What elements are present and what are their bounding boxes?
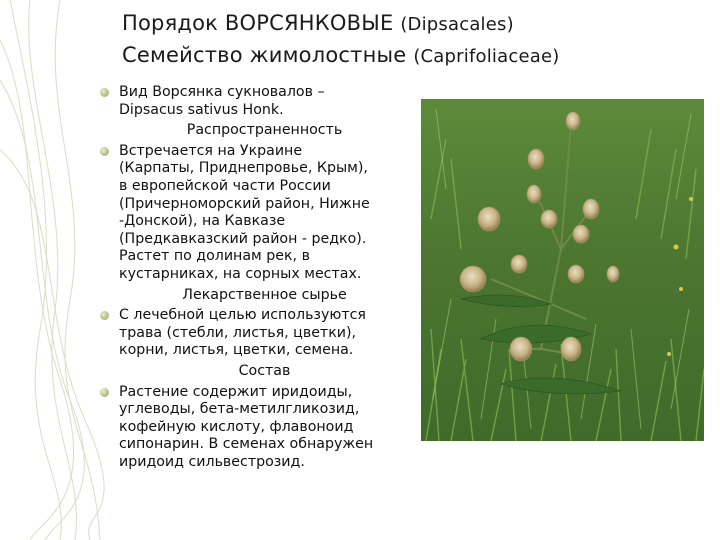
order-latin-name: (Dipsacales): [400, 14, 514, 35]
bullet-icon: [100, 388, 109, 397]
list-item-raw-material: С лечебной целью используются трава (стебли, листья, цветки), корни, листья, цветки, семена.: [100, 307, 410, 360]
heading-distribution: Распространенность: [186, 122, 343, 139]
bullet-icon: [100, 311, 109, 320]
family-latin-name: (Caprifoliaceae): [413, 46, 560, 67]
list-item-composition: Растение содержит иридоиды, углеводы, бета-метилгликозид, кофейную кислоту, флавоноид сипонарин. В семенах обнаружен иридоид сильвестрозид.: [100, 384, 410, 472]
list-item-species: Вид Ворсянка сукновалов – Dipsacus sativus Honk.: [100, 84, 410, 119]
list-item-distribution: Встречается на Украине (Карпаты, Приднепровье, Крым), в европейской части России (Причерноморский район, Нижне -Донской), на Кавказе (Предкавказский район - редко). Растет по долинам рек, в кустарниках, на сорных местах.: [100, 143, 410, 284]
title-line-order: [122, 8, 682, 40]
family-name: Семейство жимолостные: [122, 43, 407, 67]
heading-composition: Состав: [238, 362, 291, 379]
title-line-family: [122, 40, 682, 72]
teasel-plant-photo: [421, 99, 704, 441]
slide-body: [100, 84, 410, 471]
bullet-icon: [100, 147, 109, 156]
heading-raw-material: Лекарственное сырье: [182, 286, 347, 303]
slide-title: [122, 8, 682, 72]
bullet-icon: [100, 88, 109, 97]
order-name: Порядок ВОРСЯНКОВЫЕ: [122, 11, 394, 35]
